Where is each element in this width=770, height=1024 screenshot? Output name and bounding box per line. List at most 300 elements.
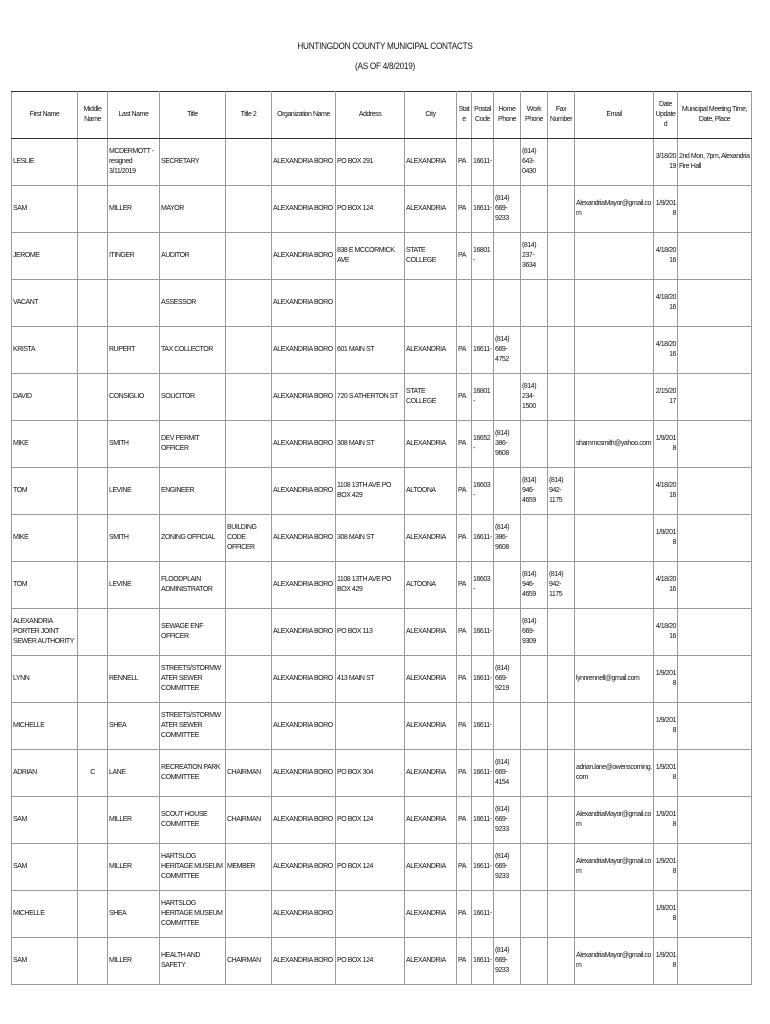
cell-date-updated: 2/15/2017 xyxy=(654,374,678,421)
table-row xyxy=(12,186,752,233)
cell-date-updated: 1/9/2018 xyxy=(654,656,678,703)
cell-last-name xyxy=(108,609,160,656)
cell-postal-code: 16611- xyxy=(472,139,494,186)
cell-state: PA xyxy=(457,468,472,515)
cell-email xyxy=(575,609,654,656)
table-row xyxy=(12,139,752,186)
cell-home-phone: (814) 386-9608 xyxy=(494,421,521,468)
cell-postal-code: 16801- xyxy=(472,374,494,421)
cell-title: SEWAGE ENF OFFICER xyxy=(160,609,226,656)
cell-first-name: DAVID xyxy=(12,374,78,421)
cell-organization-name: ALEXANDRIA BORO xyxy=(272,186,336,233)
cell-city: ALEXANDRIA xyxy=(405,656,457,703)
cell-fax-number xyxy=(548,327,575,374)
table-row xyxy=(12,468,752,515)
cell-meeting-info xyxy=(678,233,752,280)
cell-city: ALEXANDRIA xyxy=(405,703,457,750)
cell-first-name: MIKE xyxy=(12,515,78,562)
cell-date-updated: 1/9/2018 xyxy=(654,515,678,562)
cell-title-2 xyxy=(226,233,272,280)
cell-date-updated: 4/18/2016 xyxy=(654,233,678,280)
cell-organization-name: ALEXANDRIA BORO xyxy=(272,891,336,938)
cell-date-updated: 1/9/2018 xyxy=(654,421,678,468)
cell-title-2 xyxy=(226,562,272,609)
cell-email: lynnrennell@gmail.com xyxy=(575,656,654,703)
cell-fax-number xyxy=(548,703,575,750)
cell-state: PA xyxy=(457,797,472,844)
cell-title: MAYOR xyxy=(160,186,226,233)
cell-first-name: VACANT xyxy=(12,280,78,327)
cell-city: ALTOONA xyxy=(405,562,457,609)
column-header-date-updated: Date Updated xyxy=(654,92,678,139)
cell-title: STREETS/STORMWATER SEWER COMMITTEE xyxy=(160,656,226,703)
cell-middle-name xyxy=(78,280,108,327)
cell-fax-number: (814) 942-1175 xyxy=(548,562,575,609)
cell-last-name: LEVINE xyxy=(108,562,160,609)
cell-organization-name: ALEXANDRIA BORO xyxy=(272,139,336,186)
cell-date-updated: 4/18/2016 xyxy=(654,468,678,515)
cell-middle-name xyxy=(78,609,108,656)
cell-organization-name: ALEXANDRIA BORO xyxy=(272,468,336,515)
cell-middle-name xyxy=(78,656,108,703)
table-row xyxy=(12,562,752,609)
cell-last-name: RENNELL xyxy=(108,656,160,703)
cell-fax-number xyxy=(548,609,575,656)
cell-postal-code: 16611- xyxy=(472,656,494,703)
cell-middle-name xyxy=(78,468,108,515)
cell-fax-number: (814) 942-1175 xyxy=(548,468,575,515)
cell-meeting-info xyxy=(678,280,752,327)
cell-work-phone: (814) 669-9309 xyxy=(521,609,548,656)
cell-first-name: TOM xyxy=(12,468,78,515)
cell-first-name: SAM xyxy=(12,938,78,985)
cell-work-phone xyxy=(521,891,548,938)
cell-organization-name: ALEXANDRIA BORO xyxy=(272,656,336,703)
column-header-home-phone: Home Phone xyxy=(494,92,521,139)
cell-title: TAX COLLECTOR xyxy=(160,327,226,374)
cell-last-name xyxy=(108,280,160,327)
cell-postal-code: 16611- xyxy=(472,844,494,891)
cell-fax-number xyxy=(548,280,575,327)
cell-home-phone: (814) 669-9233 xyxy=(494,844,521,891)
cell-first-name: MICHELLE xyxy=(12,891,78,938)
table-row xyxy=(12,750,752,797)
table-row xyxy=(12,515,752,562)
cell-city: ALTOONA xyxy=(405,468,457,515)
cell-email xyxy=(575,562,654,609)
cell-date-updated: 1/9/2018 xyxy=(654,938,678,985)
cell-title-2: CHAIRMAN xyxy=(226,797,272,844)
cell-meeting-info xyxy=(678,703,752,750)
column-header-email: Email xyxy=(575,92,654,139)
cell-title: HEALTH AND SAFETY xyxy=(160,938,226,985)
cell-organization-name: ALEXANDRIA BORO xyxy=(272,797,336,844)
cell-postal-code: 16611- xyxy=(472,515,494,562)
cell-home-phone xyxy=(494,233,521,280)
cell-work-phone xyxy=(521,515,548,562)
cell-last-name: CONSIGLIO xyxy=(108,374,160,421)
cell-meeting-info xyxy=(678,891,752,938)
cell-email: AlexandriaMayor@gmail.com xyxy=(575,938,654,985)
cell-work-phone xyxy=(521,186,548,233)
cell-home-phone: (814) 386-9608 xyxy=(494,515,521,562)
cell-postal-code: 16611- xyxy=(472,327,494,374)
cell-middle-name xyxy=(78,797,108,844)
cell-fax-number xyxy=(548,374,575,421)
cell-first-name: ADRIAN xyxy=(12,750,78,797)
cell-address: 838 E MCCORMICK AVE xyxy=(336,233,405,280)
cell-city: ALEXANDRIA xyxy=(405,844,457,891)
cell-email: AlexandriaMayor@gmail.com xyxy=(575,186,654,233)
cell-state: PA xyxy=(457,703,472,750)
cell-city: ALEXANDRIA xyxy=(405,797,457,844)
cell-work-phone xyxy=(521,938,548,985)
cell-postal-code: 16611- xyxy=(472,186,494,233)
cell-organization-name: ALEXANDRIA BORO xyxy=(272,938,336,985)
cell-fax-number xyxy=(548,139,575,186)
cell-state: PA xyxy=(457,421,472,468)
cell-address: 308 MAIN ST xyxy=(336,515,405,562)
cell-city: ALEXANDRIA xyxy=(405,515,457,562)
cell-first-name: SAM xyxy=(12,797,78,844)
cell-title: HARTSLOG HERITAGE MUSEUM COMMITTEE xyxy=(160,844,226,891)
cell-city: ALEXANDRIA xyxy=(405,609,457,656)
cell-address: PO BOX 124 xyxy=(336,797,405,844)
column-header-work-phone: Work Phone xyxy=(521,92,548,139)
cell-first-name: SAM xyxy=(12,844,78,891)
column-header-first-name: First Name xyxy=(12,92,78,139)
cell-work-phone xyxy=(521,656,548,703)
cell-title: SOLICITOR xyxy=(160,374,226,421)
cell-email xyxy=(575,374,654,421)
cell-first-name: MIKE xyxy=(12,421,78,468)
cell-email: adrian.lane@owenscorning.com xyxy=(575,750,654,797)
cell-date-updated: 1/9/2018 xyxy=(654,750,678,797)
cell-meeting-info xyxy=(678,797,752,844)
cell-meeting-info xyxy=(678,327,752,374)
cell-title: SECRETARY xyxy=(160,139,226,186)
cell-state: PA xyxy=(457,750,472,797)
cell-middle-name xyxy=(78,562,108,609)
cell-middle-name: C xyxy=(78,750,108,797)
cell-fax-number xyxy=(548,656,575,703)
cell-postal-code: 16611- xyxy=(472,703,494,750)
cell-title-2 xyxy=(226,468,272,515)
cell-work-phone: (814) 234-1500 xyxy=(521,374,548,421)
cell-meeting-info xyxy=(678,609,752,656)
cell-title-2 xyxy=(226,186,272,233)
cell-state: PA xyxy=(457,891,472,938)
cell-work-phone xyxy=(521,327,548,374)
cell-middle-name xyxy=(78,374,108,421)
cell-home-phone xyxy=(494,374,521,421)
cell-home-phone xyxy=(494,562,521,609)
cell-date-updated: 4/18/2016 xyxy=(654,280,678,327)
cell-title: AUDITOR xyxy=(160,233,226,280)
cell-meeting-info xyxy=(678,186,752,233)
column-header-meeting-info: Municipal Meeting Time, Date, Place xyxy=(678,92,752,139)
document-subtitle: (AS OF 4/8/2019) xyxy=(355,61,415,72)
cell-state: PA xyxy=(457,515,472,562)
cell-work-phone xyxy=(521,703,548,750)
cell-city: ALEXANDRIA xyxy=(405,327,457,374)
cell-address: 413 MAIN ST xyxy=(336,656,405,703)
table-row xyxy=(12,797,752,844)
cell-address xyxy=(336,280,405,327)
cell-date-updated: 1/9/2018 xyxy=(654,797,678,844)
cell-title-2 xyxy=(226,374,272,421)
cell-last-name: RUPERT xyxy=(108,327,160,374)
cell-meeting-info xyxy=(678,374,752,421)
cell-postal-code: 16801- xyxy=(472,233,494,280)
cell-home-phone xyxy=(494,703,521,750)
cell-middle-name xyxy=(78,139,108,186)
cell-middle-name xyxy=(78,703,108,750)
cell-first-name: TOM xyxy=(12,562,78,609)
cell-fax-number xyxy=(548,515,575,562)
cell-address: PO BOX 124 xyxy=(336,186,405,233)
cell-last-name: MILLER xyxy=(108,844,160,891)
table-row xyxy=(12,656,752,703)
column-header-state: State xyxy=(457,92,472,139)
column-header-middle-name: Middle Name xyxy=(78,92,108,139)
cell-date-updated: 4/18/2016 xyxy=(654,562,678,609)
cell-title: STREETS/STORMWATER SEWER COMMITTEE xyxy=(160,703,226,750)
cell-organization-name: ALEXANDRIA BORO xyxy=(272,844,336,891)
table-row xyxy=(12,280,752,327)
cell-middle-name xyxy=(78,844,108,891)
cell-date-updated: 1/9/2018 xyxy=(654,703,678,750)
cell-meeting-info xyxy=(678,844,752,891)
cell-state: PA xyxy=(457,938,472,985)
cell-organization-name: ALEXANDRIA BORO xyxy=(272,703,336,750)
cell-first-name: SAM xyxy=(12,186,78,233)
cell-middle-name xyxy=(78,233,108,280)
cell-last-name: SMITH xyxy=(108,515,160,562)
cell-last-name: ITINGER xyxy=(108,233,160,280)
cell-email xyxy=(575,468,654,515)
cell-home-phone: (814) 669-9233 xyxy=(494,186,521,233)
cell-title-2 xyxy=(226,656,272,703)
column-header-postal-code: Postal Code xyxy=(472,92,494,139)
cell-date-updated: 4/18/2016 xyxy=(654,327,678,374)
cell-address: 601 MAIN ST xyxy=(336,327,405,374)
cell-city: ALEXANDRIA xyxy=(405,139,457,186)
cell-work-phone xyxy=(521,421,548,468)
cell-last-name: MCDERMOTT - resigned 3/11/2019 xyxy=(108,139,160,186)
column-header-city: City xyxy=(405,92,457,139)
cell-work-phone: (814) 237-3634 xyxy=(521,233,548,280)
cell-address xyxy=(336,891,405,938)
cell-meeting-info: 2nd Mon, 7pm, Alexandria Fire Hall xyxy=(678,139,752,186)
cell-home-phone xyxy=(494,280,521,327)
table-body xyxy=(12,139,752,985)
cell-state: PA xyxy=(457,562,472,609)
cell-meeting-info xyxy=(678,562,752,609)
cell-title: ASSESSOR xyxy=(160,280,226,327)
table-row xyxy=(12,609,752,656)
cell-address: PO BOX 291 xyxy=(336,139,405,186)
cell-city xyxy=(405,280,457,327)
table-row xyxy=(12,233,752,280)
table-row xyxy=(12,421,752,468)
table-row xyxy=(12,844,752,891)
cell-email: AlexandriaMayor@gmail.com xyxy=(575,844,654,891)
cell-postal-code: 16603- xyxy=(472,468,494,515)
document-title: HUNTINGDON COUNTY MUNICIPAL CONTACTS xyxy=(297,41,473,52)
table-row xyxy=(12,703,752,750)
cell-city: ALEXANDRIA xyxy=(405,891,457,938)
cell-address: PO BOX 124 xyxy=(336,844,405,891)
cell-middle-name xyxy=(78,327,108,374)
cell-title-2 xyxy=(226,280,272,327)
cell-postal-code: 16611- xyxy=(472,609,494,656)
cell-email xyxy=(575,280,654,327)
cell-home-phone: (814) 669-9233 xyxy=(494,797,521,844)
cell-organization-name: ALEXANDRIA BORO xyxy=(272,562,336,609)
cell-postal-code: 16603- xyxy=(472,562,494,609)
cell-organization-name: ALEXANDRIA BORO xyxy=(272,327,336,374)
cell-city: ALEXANDRIA xyxy=(405,938,457,985)
cell-home-phone xyxy=(494,891,521,938)
cell-first-name: MICHELLE xyxy=(12,703,78,750)
cell-title-2 xyxy=(226,139,272,186)
cell-state: PA xyxy=(457,374,472,421)
cell-title: SCOUT HOUSE COMMITTEE xyxy=(160,797,226,844)
cell-middle-name xyxy=(78,186,108,233)
cell-first-name: JEROME xyxy=(12,233,78,280)
cell-last-name: MILLER xyxy=(108,186,160,233)
cell-address: 1108 13TH AVE PO BOX 429 xyxy=(336,468,405,515)
cell-email xyxy=(575,703,654,750)
cell-address: 720 S ATHERTON ST xyxy=(336,374,405,421)
cell-work-phone: (814) 643-0430 xyxy=(521,139,548,186)
contacts-table xyxy=(11,91,752,985)
cell-meeting-info xyxy=(678,750,752,797)
cell-fax-number xyxy=(548,891,575,938)
cell-state: PA xyxy=(457,233,472,280)
cell-date-updated: 3/18/2019 xyxy=(654,139,678,186)
cell-title-2 xyxy=(226,609,272,656)
cell-work-phone xyxy=(521,280,548,327)
cell-title-2 xyxy=(226,327,272,374)
cell-title: ZONING OFFICIAL xyxy=(160,515,226,562)
cell-fax-number xyxy=(548,797,575,844)
cell-fax-number xyxy=(548,233,575,280)
cell-fax-number xyxy=(548,750,575,797)
cell-address: PO BOX 124 xyxy=(336,938,405,985)
cell-city: ALEXANDRIA xyxy=(405,421,457,468)
table-row xyxy=(12,891,752,938)
cell-first-name: ALEXANDRIA PORTER JOINT SEWER AUTHORITY xyxy=(12,609,78,656)
column-header-title-2: Title 2 xyxy=(226,92,272,139)
cell-fax-number xyxy=(548,844,575,891)
cell-email: AlexandriaMayor@gmail.com xyxy=(575,797,654,844)
cell-state: PA xyxy=(457,186,472,233)
cell-state: PA xyxy=(457,327,472,374)
cell-postal-code: 16611- xyxy=(472,938,494,985)
cell-postal-code: 16611- xyxy=(472,797,494,844)
cell-title-2 xyxy=(226,703,272,750)
cell-fax-number xyxy=(548,421,575,468)
cell-email xyxy=(575,233,654,280)
table-row xyxy=(12,327,752,374)
cell-title-2: CHAIRMAN xyxy=(226,938,272,985)
cell-city: ALEXANDRIA xyxy=(405,750,457,797)
cell-first-name: LESLIE xyxy=(12,139,78,186)
cell-organization-name: ALEXANDRIA BORO xyxy=(272,233,336,280)
cell-postal-code: 16611- xyxy=(472,891,494,938)
cell-state xyxy=(457,280,472,327)
cell-email xyxy=(575,891,654,938)
cell-postal-code: 16611- xyxy=(472,750,494,797)
cell-work-phone: (814) 946-4659 xyxy=(521,468,548,515)
cell-home-phone xyxy=(494,139,521,186)
cell-last-name: SMITH xyxy=(108,421,160,468)
cell-home-phone xyxy=(494,609,521,656)
cell-meeting-info xyxy=(678,468,752,515)
cell-address: PO BOX 304 xyxy=(336,750,405,797)
cell-meeting-info xyxy=(678,938,752,985)
cell-last-name: SHEA xyxy=(108,891,160,938)
cell-date-updated: 1/9/2018 xyxy=(654,186,678,233)
cell-work-phone xyxy=(521,797,548,844)
cell-organization-name: ALEXANDRIA BORO xyxy=(272,421,336,468)
table-row xyxy=(12,938,752,985)
cell-home-phone xyxy=(494,468,521,515)
cell-state: PA xyxy=(457,139,472,186)
cell-city: ALEXANDRIA xyxy=(405,186,457,233)
cell-fax-number xyxy=(548,186,575,233)
cell-middle-name xyxy=(78,938,108,985)
cell-title: ENGINEER xyxy=(160,468,226,515)
cell-middle-name xyxy=(78,421,108,468)
cell-email xyxy=(575,515,654,562)
cell-address: 1108 13TH AVE PO BOX 429 xyxy=(336,562,405,609)
cell-middle-name xyxy=(78,891,108,938)
cell-title-2: CHAIRMAN xyxy=(226,750,272,797)
cell-meeting-info xyxy=(678,421,752,468)
cell-meeting-info xyxy=(678,656,752,703)
cell-work-phone xyxy=(521,844,548,891)
cell-home-phone: (814) 669-9233 xyxy=(494,938,521,985)
cell-postal-code xyxy=(472,280,494,327)
cell-email xyxy=(575,327,654,374)
cell-postal-code: 16652- xyxy=(472,421,494,468)
column-header-address: Address xyxy=(336,92,405,139)
cell-title-2 xyxy=(226,891,272,938)
cell-title-2: MEMBER xyxy=(226,844,272,891)
header-row xyxy=(12,92,752,139)
cell-date-updated: 1/9/2018 xyxy=(654,844,678,891)
cell-city: STATE COLLEGE xyxy=(405,233,457,280)
cell-address: 308 MAIN ST xyxy=(336,421,405,468)
cell-last-name: LEVINE xyxy=(108,468,160,515)
cell-last-name: LANE xyxy=(108,750,160,797)
cell-fax-number xyxy=(548,938,575,985)
cell-state: PA xyxy=(457,844,472,891)
cell-title: FLOODPLAIN ADMINISTRATOR xyxy=(160,562,226,609)
cell-organization-name: ALEXANDRIA BORO xyxy=(272,280,336,327)
table-row xyxy=(12,374,752,421)
cell-email: shammcsmith@yahoo.com xyxy=(575,421,654,468)
cell-organization-name: ALEXANDRIA BORO xyxy=(272,374,336,421)
cell-middle-name xyxy=(78,515,108,562)
cell-meeting-info xyxy=(678,515,752,562)
cell-title-2 xyxy=(226,421,272,468)
cell-last-name: MILLER xyxy=(108,938,160,985)
cell-first-name: KRISTA xyxy=(12,327,78,374)
